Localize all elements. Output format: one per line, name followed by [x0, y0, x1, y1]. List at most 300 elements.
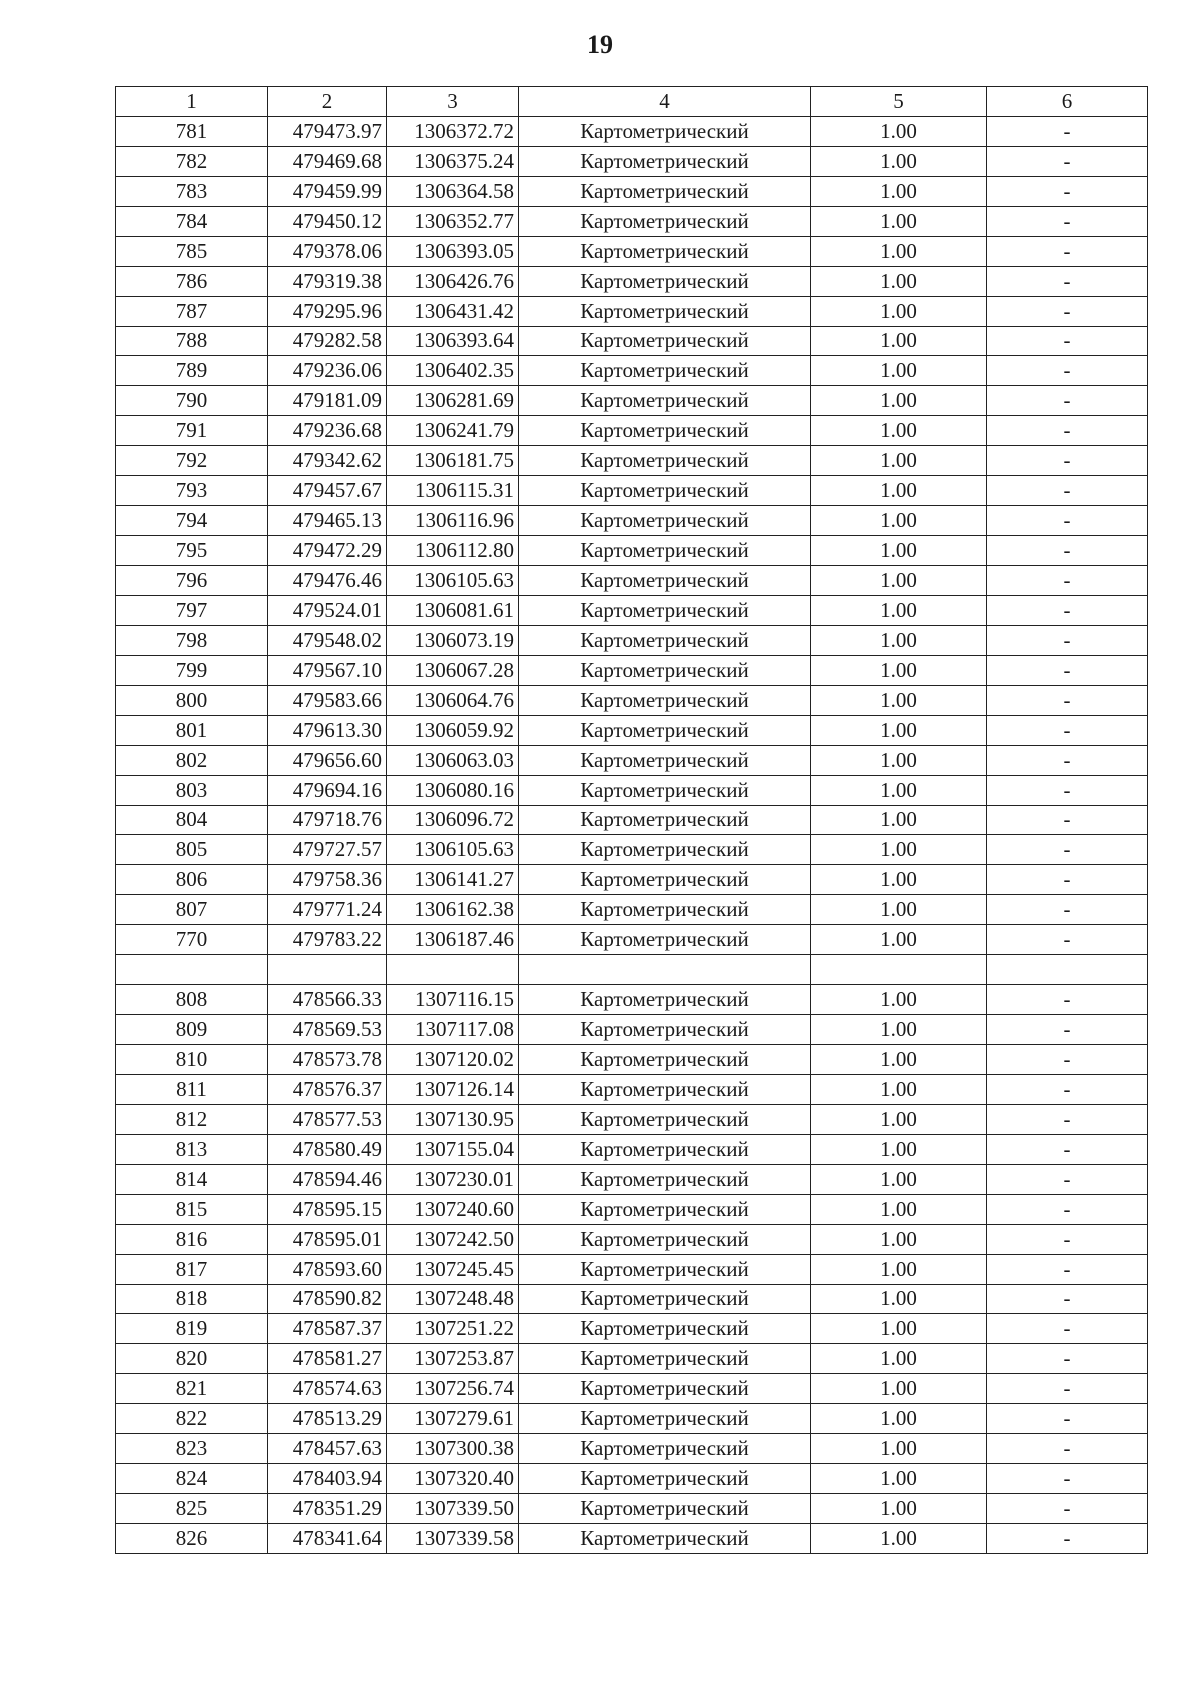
- x-coordinate-cell: 479718.76: [268, 805, 387, 835]
- note-cell: -: [987, 745, 1148, 775]
- method-cell: Картометрический: [519, 446, 811, 476]
- x-coordinate-cell: 479459.99: [268, 176, 387, 206]
- x-coordinate-cell: 479783.22: [268, 925, 387, 955]
- table-row: [116, 595, 1148, 625]
- accuracy-cell: 1.00: [811, 146, 987, 176]
- accuracy-cell: 1.00: [811, 835, 987, 865]
- table-row: [116, 1314, 1148, 1344]
- method-cell: Картометрический: [519, 1015, 811, 1045]
- table-row: [116, 296, 1148, 326]
- x-coordinate-cell: 478581.27: [268, 1344, 387, 1374]
- table-row: [116, 266, 1148, 296]
- x-coordinate-cell: 478574.63: [268, 1374, 387, 1404]
- method-cell: Картометрический: [519, 566, 811, 596]
- method-cell: Картометрический: [519, 1194, 811, 1224]
- table-row: [116, 1104, 1148, 1134]
- y-coordinate-cell: 1306115.31: [387, 476, 519, 506]
- point-number-cell: 799: [116, 655, 268, 685]
- table-row: [116, 715, 1148, 745]
- x-coordinate-cell: 478595.01: [268, 1224, 387, 1254]
- point-number-cell: 810: [116, 1045, 268, 1075]
- note-cell: -: [987, 895, 1148, 925]
- table-row: [116, 1224, 1148, 1254]
- method-cell: Картометрический: [519, 1254, 811, 1284]
- table-row: [116, 985, 1148, 1015]
- method-cell: Картометрический: [519, 1374, 811, 1404]
- note-cell: -: [987, 1224, 1148, 1254]
- y-coordinate-cell: 1306375.24: [387, 146, 519, 176]
- note-cell: -: [987, 176, 1148, 206]
- table-row: [116, 1015, 1148, 1045]
- y-coordinate-cell: 1306372.72: [387, 116, 519, 146]
- x-coordinate-cell: 479476.46: [268, 566, 387, 596]
- point-number-cell: 798: [116, 625, 268, 655]
- table-row: [116, 476, 1148, 506]
- column-header: 5: [811, 87, 987, 117]
- x-coordinate-cell: 478403.94: [268, 1464, 387, 1494]
- point-number-cell: 788: [116, 326, 268, 356]
- point-number-cell: 803: [116, 775, 268, 805]
- point-number-cell: [116, 955, 268, 985]
- table-body: [116, 116, 1148, 1553]
- table-row: [116, 1374, 1148, 1404]
- y-coordinate-cell: 1306105.63: [387, 566, 519, 596]
- point-number-cell: 805: [116, 835, 268, 865]
- x-coordinate-cell: 479727.57: [268, 835, 387, 865]
- method-cell: Картометрический: [519, 536, 811, 566]
- method-cell: Картометрический: [519, 356, 811, 386]
- point-number-cell: 796: [116, 566, 268, 596]
- table-row: [116, 1194, 1148, 1224]
- method-cell: Картометрический: [519, 1104, 811, 1134]
- table-row: [116, 1045, 1148, 1075]
- x-coordinate-cell: 478341.64: [268, 1524, 387, 1554]
- note-cell: -: [987, 266, 1148, 296]
- table-row: [116, 625, 1148, 655]
- accuracy-cell: 1.00: [811, 715, 987, 745]
- y-coordinate-cell: 1307253.87: [387, 1344, 519, 1374]
- note-cell: -: [987, 1404, 1148, 1434]
- method-cell: [519, 955, 811, 985]
- method-cell: Картометрический: [519, 805, 811, 835]
- note-cell: -: [987, 536, 1148, 566]
- method-cell: Картометрический: [519, 715, 811, 745]
- y-coordinate-cell: 1306112.80: [387, 536, 519, 566]
- y-coordinate-cell: 1306116.96: [387, 506, 519, 536]
- note-cell: -: [987, 1194, 1148, 1224]
- point-number-cell: 795: [116, 536, 268, 566]
- x-coordinate-cell: 479282.58: [268, 326, 387, 356]
- accuracy-cell: 1.00: [811, 296, 987, 326]
- note-cell: -: [987, 476, 1148, 506]
- y-coordinate-cell: 1307248.48: [387, 1284, 519, 1314]
- note-cell: -: [987, 326, 1148, 356]
- x-coordinate-cell: 479469.68: [268, 146, 387, 176]
- table-row: [116, 685, 1148, 715]
- accuracy-cell: [811, 955, 987, 985]
- method-cell: Картометрический: [519, 1074, 811, 1104]
- note-cell: -: [987, 775, 1148, 805]
- point-number-cell: 791: [116, 416, 268, 446]
- y-coordinate-cell: 1307155.04: [387, 1134, 519, 1164]
- column-header: 1: [116, 87, 268, 117]
- method-cell: Картометрический: [519, 925, 811, 955]
- x-coordinate-cell: 478580.49: [268, 1134, 387, 1164]
- column-header: 6: [987, 87, 1148, 117]
- method-cell: Картометрический: [519, 236, 811, 266]
- note-cell: -: [987, 1045, 1148, 1075]
- note-cell: -: [987, 566, 1148, 596]
- table-row: [116, 536, 1148, 566]
- point-number-cell: 826: [116, 1524, 268, 1554]
- x-coordinate-cell: 479465.13: [268, 506, 387, 536]
- table-row: [116, 176, 1148, 206]
- method-cell: Картометрический: [519, 1224, 811, 1254]
- point-number-cell: 806: [116, 865, 268, 895]
- accuracy-cell: 1.00: [811, 1524, 987, 1554]
- accuracy-cell: 1.00: [811, 536, 987, 566]
- note-cell: -: [987, 296, 1148, 326]
- method-cell: Картометрический: [519, 745, 811, 775]
- method-cell: Картометрический: [519, 625, 811, 655]
- point-number-cell: 782: [116, 146, 268, 176]
- method-cell: Картометрический: [519, 176, 811, 206]
- note-cell: -: [987, 1015, 1148, 1045]
- accuracy-cell: 1.00: [811, 805, 987, 835]
- y-coordinate-cell: 1307117.08: [387, 1015, 519, 1045]
- x-coordinate-cell: 478590.82: [268, 1284, 387, 1314]
- point-number-cell: 821: [116, 1374, 268, 1404]
- note-cell: -: [987, 715, 1148, 745]
- column-header: 2: [268, 87, 387, 117]
- method-cell: Картометрический: [519, 476, 811, 506]
- table-row: [116, 775, 1148, 805]
- y-coordinate-cell: 1306073.19: [387, 625, 519, 655]
- accuracy-cell: 1.00: [811, 326, 987, 356]
- point-number-cell: 783: [116, 176, 268, 206]
- x-coordinate-cell: 479236.68: [268, 416, 387, 446]
- method-cell: Картометрический: [519, 1134, 811, 1164]
- accuracy-cell: 1.00: [811, 1314, 987, 1344]
- method-cell: Картометрический: [519, 895, 811, 925]
- coordinates-table: [115, 86, 1148, 1554]
- note-cell: -: [987, 1254, 1148, 1284]
- x-coordinate-cell: 479450.12: [268, 206, 387, 236]
- method-cell: Картометрический: [519, 655, 811, 685]
- table-header-row: [116, 87, 1148, 117]
- y-coordinate-cell: 1307339.58: [387, 1524, 519, 1554]
- table-row: [116, 326, 1148, 356]
- accuracy-cell: 1.00: [811, 1194, 987, 1224]
- point-number-cell: 808: [116, 985, 268, 1015]
- note-cell: -: [987, 925, 1148, 955]
- table-row: [116, 1464, 1148, 1494]
- x-coordinate-cell: 479236.06: [268, 356, 387, 386]
- y-coordinate-cell: 1307126.14: [387, 1074, 519, 1104]
- x-coordinate-cell: 479656.60: [268, 745, 387, 775]
- y-coordinate-cell: 1306352.77: [387, 206, 519, 236]
- point-number-cell: 797: [116, 595, 268, 625]
- accuracy-cell: 1.00: [811, 476, 987, 506]
- method-cell: Картометрический: [519, 1404, 811, 1434]
- x-coordinate-cell: 479613.30: [268, 715, 387, 745]
- point-number-cell: 790: [116, 386, 268, 416]
- y-coordinate-cell: 1306393.64: [387, 326, 519, 356]
- point-number-cell: 770: [116, 925, 268, 955]
- point-number-cell: 781: [116, 116, 268, 146]
- y-coordinate-cell: 1306080.16: [387, 775, 519, 805]
- y-coordinate-cell: 1306162.38: [387, 895, 519, 925]
- accuracy-cell: 1.00: [811, 595, 987, 625]
- y-coordinate-cell: 1306064.76: [387, 685, 519, 715]
- x-coordinate-cell: 479524.01: [268, 595, 387, 625]
- note-cell: -: [987, 506, 1148, 536]
- table-row: [116, 1254, 1148, 1284]
- accuracy-cell: 1.00: [811, 1134, 987, 1164]
- accuracy-cell: 1.00: [811, 386, 987, 416]
- accuracy-cell: 1.00: [811, 1464, 987, 1494]
- note-cell: -: [987, 206, 1148, 236]
- point-number-cell: 793: [116, 476, 268, 506]
- x-coordinate-cell: 478513.29: [268, 1404, 387, 1434]
- point-number-cell: 817: [116, 1254, 268, 1284]
- accuracy-cell: 1.00: [811, 1254, 987, 1284]
- x-coordinate-cell: 478587.37: [268, 1314, 387, 1344]
- accuracy-cell: 1.00: [811, 356, 987, 386]
- accuracy-cell: 1.00: [811, 1374, 987, 1404]
- y-coordinate-cell: 1306067.28: [387, 655, 519, 685]
- y-coordinate-cell: 1307116.15: [387, 985, 519, 1015]
- x-coordinate-cell: 479378.06: [268, 236, 387, 266]
- method-cell: Картометрический: [519, 326, 811, 356]
- y-coordinate-cell: 1307339.50: [387, 1494, 519, 1524]
- point-number-cell: 814: [116, 1164, 268, 1194]
- method-cell: Картометрический: [519, 1314, 811, 1344]
- note-cell: -: [987, 805, 1148, 835]
- y-coordinate-cell: 1307300.38: [387, 1434, 519, 1464]
- note-cell: -: [987, 146, 1148, 176]
- table-row: [116, 1494, 1148, 1524]
- method-cell: Картометрический: [519, 386, 811, 416]
- y-coordinate-cell: [387, 955, 519, 985]
- accuracy-cell: 1.00: [811, 1434, 987, 1464]
- method-cell: Картометрический: [519, 1494, 811, 1524]
- point-number-cell: 794: [116, 506, 268, 536]
- method-cell: Картометрический: [519, 865, 811, 895]
- accuracy-cell: 1.00: [811, 236, 987, 266]
- note-cell: -: [987, 1314, 1148, 1344]
- method-cell: Картометрический: [519, 416, 811, 446]
- note-cell: -: [987, 356, 1148, 386]
- table-row: [116, 655, 1148, 685]
- y-coordinate-cell: 1306081.61: [387, 595, 519, 625]
- method-cell: Картометрический: [519, 1045, 811, 1075]
- note-cell: -: [987, 1464, 1148, 1494]
- table-row: [116, 116, 1148, 146]
- accuracy-cell: 1.00: [811, 176, 987, 206]
- accuracy-cell: 1.00: [811, 985, 987, 1015]
- point-number-cell: 807: [116, 895, 268, 925]
- method-cell: Картометрический: [519, 1434, 811, 1464]
- method-cell: Картометрический: [519, 595, 811, 625]
- point-number-cell: 823: [116, 1434, 268, 1464]
- note-cell: -: [987, 1434, 1148, 1464]
- table-row: [116, 1434, 1148, 1464]
- y-coordinate-cell: 1306241.79: [387, 416, 519, 446]
- note-cell: -: [987, 595, 1148, 625]
- table-row: [116, 805, 1148, 835]
- method-cell: Картометрический: [519, 775, 811, 805]
- accuracy-cell: 1.00: [811, 655, 987, 685]
- method-cell: Картометрический: [519, 146, 811, 176]
- accuracy-cell: 1.00: [811, 1224, 987, 1254]
- note-cell: -: [987, 865, 1148, 895]
- x-coordinate-cell: 478569.53: [268, 1015, 387, 1045]
- accuracy-cell: 1.00: [811, 1045, 987, 1075]
- note-cell: -: [987, 386, 1148, 416]
- method-cell: Картометрический: [519, 1464, 811, 1494]
- point-number-cell: 802: [116, 745, 268, 775]
- x-coordinate-cell: 478595.15: [268, 1194, 387, 1224]
- accuracy-cell: 1.00: [811, 895, 987, 925]
- x-coordinate-cell: 479319.38: [268, 266, 387, 296]
- accuracy-cell: 1.00: [811, 1494, 987, 1524]
- y-coordinate-cell: 1306059.92: [387, 715, 519, 745]
- accuracy-cell: 1.00: [811, 1284, 987, 1314]
- x-coordinate-cell: 479758.36: [268, 865, 387, 895]
- table-row: [116, 955, 1148, 985]
- table-row: [116, 1404, 1148, 1434]
- accuracy-cell: 1.00: [811, 775, 987, 805]
- method-cell: Картометрический: [519, 296, 811, 326]
- table-row: [116, 146, 1148, 176]
- note-cell: -: [987, 835, 1148, 865]
- method-cell: Картометрический: [519, 985, 811, 1015]
- note-cell: -: [987, 655, 1148, 685]
- table-row: [116, 386, 1148, 416]
- note-cell: -: [987, 1074, 1148, 1104]
- x-coordinate-cell: 479472.29: [268, 536, 387, 566]
- y-coordinate-cell: 1307256.74: [387, 1374, 519, 1404]
- point-number-cell: 809: [116, 1015, 268, 1045]
- accuracy-cell: 1.00: [811, 506, 987, 536]
- note-cell: -: [987, 1104, 1148, 1134]
- method-cell: Картометрический: [519, 1344, 811, 1374]
- note-cell: -: [987, 116, 1148, 146]
- table-row: [116, 356, 1148, 386]
- note-cell: -: [987, 1494, 1148, 1524]
- y-coordinate-cell: 1307130.95: [387, 1104, 519, 1134]
- page-number: 19: [587, 30, 613, 59]
- note-cell: -: [987, 685, 1148, 715]
- point-number-cell: 819: [116, 1314, 268, 1344]
- y-coordinate-cell: 1307120.02: [387, 1045, 519, 1075]
- y-coordinate-cell: 1307242.50: [387, 1224, 519, 1254]
- table-row: [116, 1284, 1148, 1314]
- y-coordinate-cell: 1306096.72: [387, 805, 519, 835]
- y-coordinate-cell: 1306431.42: [387, 296, 519, 326]
- x-coordinate-cell: [268, 955, 387, 985]
- column-header: 3: [387, 87, 519, 117]
- method-cell: Картометрический: [519, 206, 811, 236]
- x-coordinate-cell: 479548.02: [268, 625, 387, 655]
- table-row: [116, 1164, 1148, 1194]
- y-coordinate-cell: 1306187.46: [387, 925, 519, 955]
- method-cell: Картометрический: [519, 116, 811, 146]
- accuracy-cell: 1.00: [811, 566, 987, 596]
- point-number-cell: 789: [116, 356, 268, 386]
- x-coordinate-cell: 479583.66: [268, 685, 387, 715]
- note-cell: -: [987, 416, 1148, 446]
- accuracy-cell: 1.00: [811, 745, 987, 775]
- x-coordinate-cell: 478594.46: [268, 1164, 387, 1194]
- x-coordinate-cell: 479771.24: [268, 895, 387, 925]
- x-coordinate-cell: 478566.33: [268, 985, 387, 1015]
- table-row: [116, 446, 1148, 476]
- y-coordinate-cell: 1307230.01: [387, 1164, 519, 1194]
- note-cell: -: [987, 1374, 1148, 1404]
- accuracy-cell: 1.00: [811, 416, 987, 446]
- x-coordinate-cell: 478573.78: [268, 1045, 387, 1075]
- accuracy-cell: 1.00: [811, 1104, 987, 1134]
- y-coordinate-cell: 1307240.60: [387, 1194, 519, 1224]
- x-coordinate-cell: 478351.29: [268, 1494, 387, 1524]
- point-number-cell: 815: [116, 1194, 268, 1224]
- x-coordinate-cell: 479295.96: [268, 296, 387, 326]
- x-coordinate-cell: 479342.62: [268, 446, 387, 476]
- note-cell: -: [987, 1164, 1148, 1194]
- point-number-cell: 812: [116, 1104, 268, 1134]
- method-cell: Картометрический: [519, 685, 811, 715]
- point-number-cell: 800: [116, 685, 268, 715]
- accuracy-cell: 1.00: [811, 206, 987, 236]
- table-row: [116, 506, 1148, 536]
- table-row: [116, 416, 1148, 446]
- table-row: [116, 1074, 1148, 1104]
- y-coordinate-cell: 1307251.22: [387, 1314, 519, 1344]
- accuracy-cell: 1.00: [811, 685, 987, 715]
- accuracy-cell: 1.00: [811, 1015, 987, 1045]
- accuracy-cell: 1.00: [811, 116, 987, 146]
- note-cell: -: [987, 1524, 1148, 1554]
- note-cell: [987, 955, 1148, 985]
- point-number-cell: 824: [116, 1464, 268, 1494]
- point-number-cell: 785: [116, 236, 268, 266]
- point-number-cell: 816: [116, 1224, 268, 1254]
- table-row: [116, 1134, 1148, 1164]
- x-coordinate-cell: 478457.63: [268, 1434, 387, 1464]
- y-coordinate-cell: 1306426.76: [387, 266, 519, 296]
- y-coordinate-cell: 1307320.40: [387, 1464, 519, 1494]
- y-coordinate-cell: 1306393.05: [387, 236, 519, 266]
- accuracy-cell: 1.00: [811, 865, 987, 895]
- note-cell: -: [987, 985, 1148, 1015]
- table-row: [116, 566, 1148, 596]
- x-coordinate-cell: 479181.09: [268, 386, 387, 416]
- x-coordinate-cell: 479473.97: [268, 116, 387, 146]
- method-cell: Картометрический: [519, 835, 811, 865]
- x-coordinate-cell: 479457.67: [268, 476, 387, 506]
- y-coordinate-cell: 1306402.35: [387, 356, 519, 386]
- table-row: [116, 745, 1148, 775]
- y-coordinate-cell: 1306063.03: [387, 745, 519, 775]
- table-row: [116, 925, 1148, 955]
- point-number-cell: 813: [116, 1134, 268, 1164]
- y-coordinate-cell: 1307279.61: [387, 1404, 519, 1434]
- method-cell: Картометрический: [519, 266, 811, 296]
- accuracy-cell: 1.00: [811, 925, 987, 955]
- x-coordinate-cell: 478576.37: [268, 1074, 387, 1104]
